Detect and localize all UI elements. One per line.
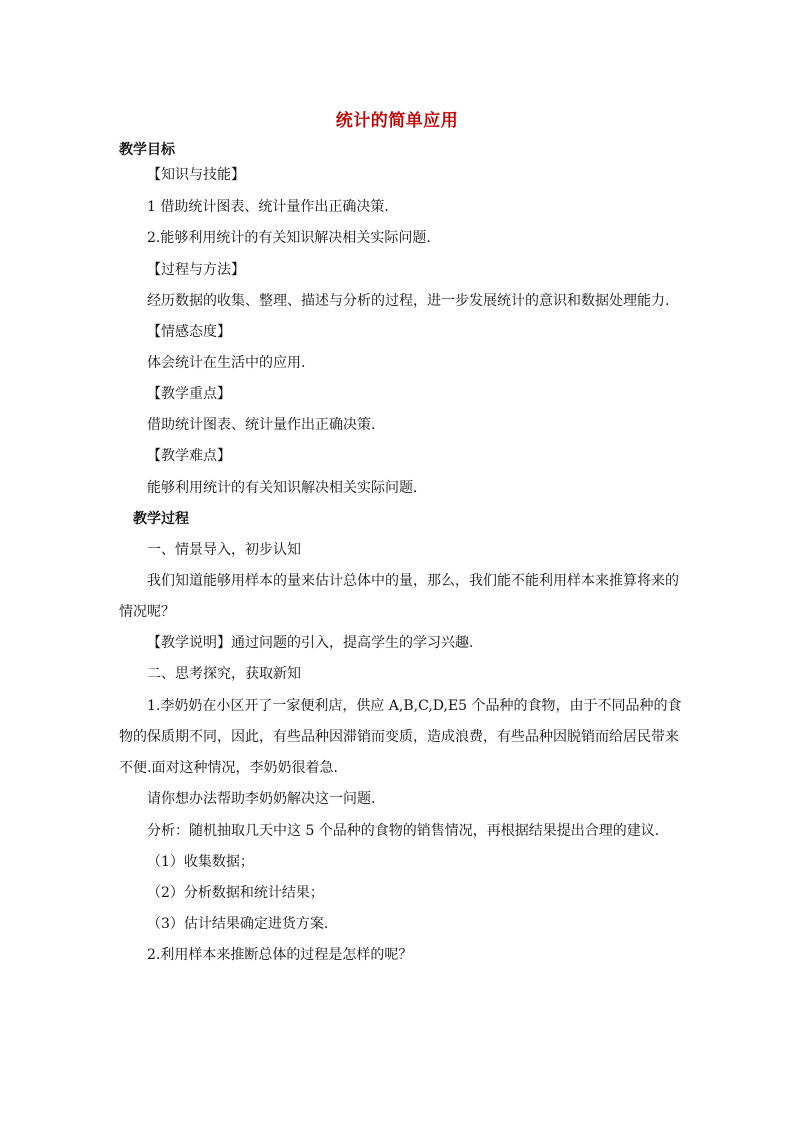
goals-heading: 教学目标 [119, 142, 175, 158]
attitude-text: 体会统计在生活中的应用. [147, 355, 306, 371]
problem-2: 2.利用样本来推断总体的过程是怎样的呢？ [147, 947, 413, 963]
analysis-step-2: （2）分析数据和统计结果； [147, 885, 324, 901]
procedure-heading: 教学过程 [133, 511, 189, 527]
analysis-step-1: （1）收集数据； [147, 854, 254, 870]
problem-1-line-2: 物的保质期不同，因此，有些品种因滞销而变质，造成浪费，有些品种因脱销而给居民带来 [119, 729, 679, 745]
step1-text-line-2: 情况呢？ [119, 604, 175, 620]
process-text: 经历数据的收集、整理、描述与分析的过程，进一步发展统计的意识和数据处理能力. [147, 293, 670, 309]
attitude-heading: 【情感态度】 [147, 324, 231, 340]
step1-heading: 一、情景导入，初步认知 [147, 542, 301, 558]
process-heading: 【过程与方法】 [147, 262, 245, 278]
key-text: 借助统计图表、统计量作出正确决策. [147, 417, 376, 433]
knowledge-item-1: 1 借助统计图表、统计量作出正确决策. [147, 199, 389, 215]
difficulty-text: 能够利用统计的有关知识解决相关实际问题. [147, 480, 418, 496]
step2-heading: 二、思考探究，获取新知 [147, 666, 301, 682]
document-title: 统计的简单应用 [335, 111, 459, 131]
analysis-text: 分析：随机抽取几天中这 5 个品种的食物的销售情况，再根据结果提出合理的建议. [147, 823, 660, 839]
analysis-step-3: （3）估计结果确定进货方案. [147, 916, 329, 932]
step1-text-line-1: 我们知道能够用样本的量来估计总体中的量，那么，我们能不能利用样本来推算将来的 [147, 573, 679, 589]
problem-1-line-4: 请你想办法帮助李奶奶解决这一问题. [147, 791, 376, 807]
knowledge-heading: 【知识与技能】 [147, 167, 245, 183]
problem-1-line-1: 1.李奶奶在小区开了一家便利店，供应 A,B,C,D,E5 个品种的食物，由于不同品种的食 [147, 698, 682, 714]
step1-note: 【教学说明】通过问题的引入，提高学生的学习兴趣. [147, 635, 474, 651]
knowledge-item-2: 2.能够利用统计的有关知识解决相关实际问题. [147, 230, 431, 246]
problem-1-line-3: 不便.面对这种情况，李奶奶很着急. [119, 760, 338, 776]
key-heading: 【教学重点】 [147, 386, 231, 402]
difficulty-heading: 【教学难点】 [147, 448, 231, 464]
